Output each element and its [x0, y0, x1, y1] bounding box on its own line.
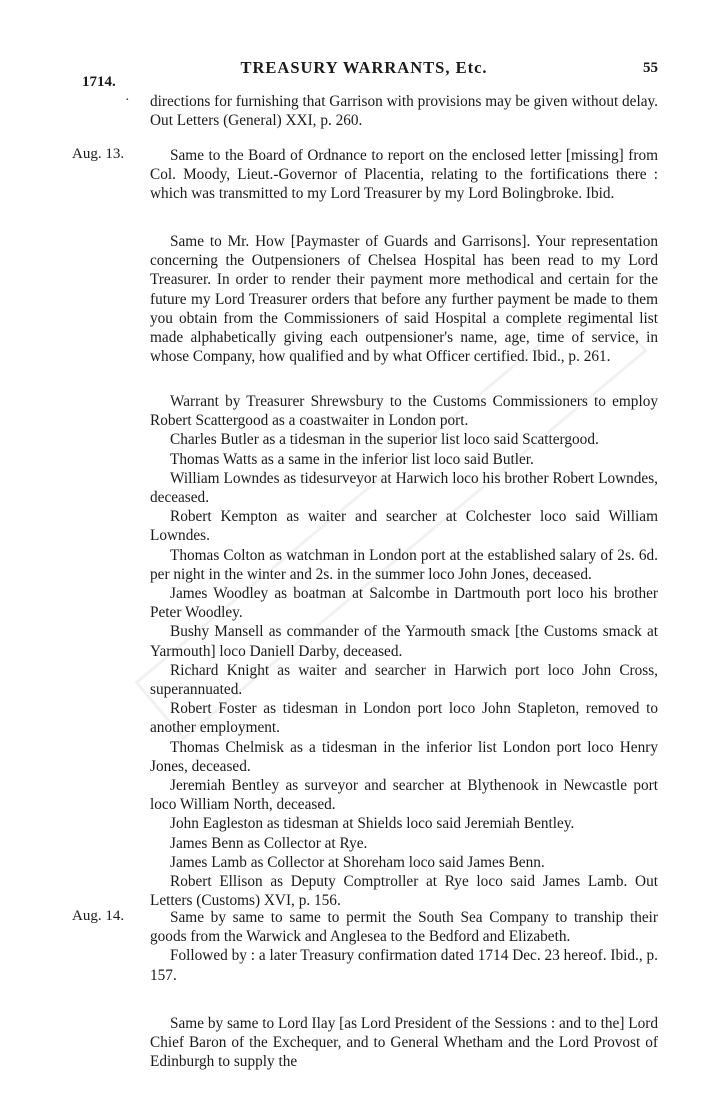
warrant-item: William Lowndes as tidesurveyor at Harwich loco his brother Robert Lowndes, deceased. — [150, 469, 658, 507]
warrant-item: John Eagleston as tidesman at Shields loco said Jeremiah Bentley. — [170, 815, 575, 833]
warrant-intro: Warrant by Treasurer Shrewsbury to the Customs Commissioners to employ Robert Scattergood as a coastwaiter in London port. — [150, 393, 658, 430]
paragraph-ordnance — [150, 146, 658, 204]
header-page-number: 55 — [643, 60, 658, 76]
warrant-item: James Woodley as boatman at Salcombe in Dartmouth port loco his brother Peter Woodley. — [150, 585, 658, 622]
warrant-item: Robert Foster as tidesman in London port loco John Stapleton, removed to another employment. — [150, 700, 658, 737]
warrant-item: Bushy Mansell as commander of the Yarmouth smack [the Customs smack at Yarmouth] loco Daniell Darby, deceased. — [150, 623, 658, 660]
paragraph-continued — [150, 92, 658, 130]
warrant-item: Charles Butler as a tidesman in the superior list loco said Scattergood. — [170, 431, 599, 449]
paragraph-text: Same to Mr. How [Paymaster of Guards and Garrisons]. Your representation concerning the Outpensioners of Chelsea Hospital has been read to my Lord Treasurer. In order to render their payment more methodical and certain for the future my Lord Treasurer orders that before any further payment be made to them you obtain from the Commissioners of said Hospital a complete regimental list made alphabetically giving each outpensioner's name, age, time of service, in whose Company, how qualified and by what Officer certified. Ibid., p. 261. — [150, 233, 658, 366]
paragraph-outpensioners — [150, 232, 658, 366]
paragraph-south-sea — [150, 908, 658, 985]
warrant-item: Jeremiah Bentley as surveyor and searcher at Blythenook in Newcastle port loco William North, deceased. — [150, 777, 658, 814]
warrant-item: James Lamb as Collector at Shoreham loco said James Benn. — [170, 853, 545, 871]
margin-dot: · — [125, 93, 130, 108]
paragraph-text: directions for furnishing that Garrison with provisions may be given without delay. Out Letters (General) XXI, p. 260. — [150, 93, 658, 130]
paragraph-text: Same by same to Lord Ilay [as Lord President of the Sessions : and to the] Lord Chief Baron of the Exchequer, and to General Whetham and the Lord Provost of Edinburgh to supply the — [150, 1015, 658, 1071]
warrant-item: Thomas Watts as a same in the inferior list loco said Butler. — [170, 450, 534, 468]
paragraph-lord-ilay — [150, 1014, 658, 1072]
paragraph-text: Same by same to same to permit the South Sea Company to tranship their goods from the Warwick and Anglesea to the Bedford and Elizabeth. — [150, 909, 658, 946]
date-aug-14: Aug. 14. — [72, 908, 125, 924]
header-title: TREASURY WARRANTS, Etc. — [240, 58, 488, 77]
warrant-item: James Benn as Collector at Rye. — [170, 834, 368, 852]
date-aug-13: Aug. 13. — [72, 146, 125, 162]
header-year: 1714. — [82, 74, 116, 90]
paragraph-followed-by: Followed by : a later Treasury confirmation dated 1714 Dec. 23 hereof. Ibid., p. 157. — [150, 947, 658, 984]
warrant-list — [150, 392, 658, 910]
warrant-item: Thomas Colton as watchman in London port at the established salary of 2s. 6d. per night in the winter and 2s. in the summer loco John Jones, deceased. — [150, 546, 658, 583]
warrant-item: Robert Kempton as waiter and searcher at Colchester loco said William Lowndes. — [150, 508, 658, 545]
paragraph-text: Same to the Board of Ordnance to report on the enclosed letter [missing] from Col. Moody, Lieut.-Governor of Placentia, relating to the fortifications there : which was transmitted to my Lord Treasurer by my Lord Bolingbroke. Ibid. — [150, 147, 658, 203]
warrant-item: Richard Knight as waiter and searcher in Harwich port loco John Cross, superannuated. — [150, 661, 658, 699]
warrant-item: Thomas Chelmisk as a tidesman in the inferior list London port loco Henry Jones, deceased. — [150, 738, 658, 775]
warrant-item: Robert Ellison as Deputy Comptroller at Rye loco said James Lamb. Out Letters (Customs) XVI, p. 156. — [150, 873, 658, 910]
